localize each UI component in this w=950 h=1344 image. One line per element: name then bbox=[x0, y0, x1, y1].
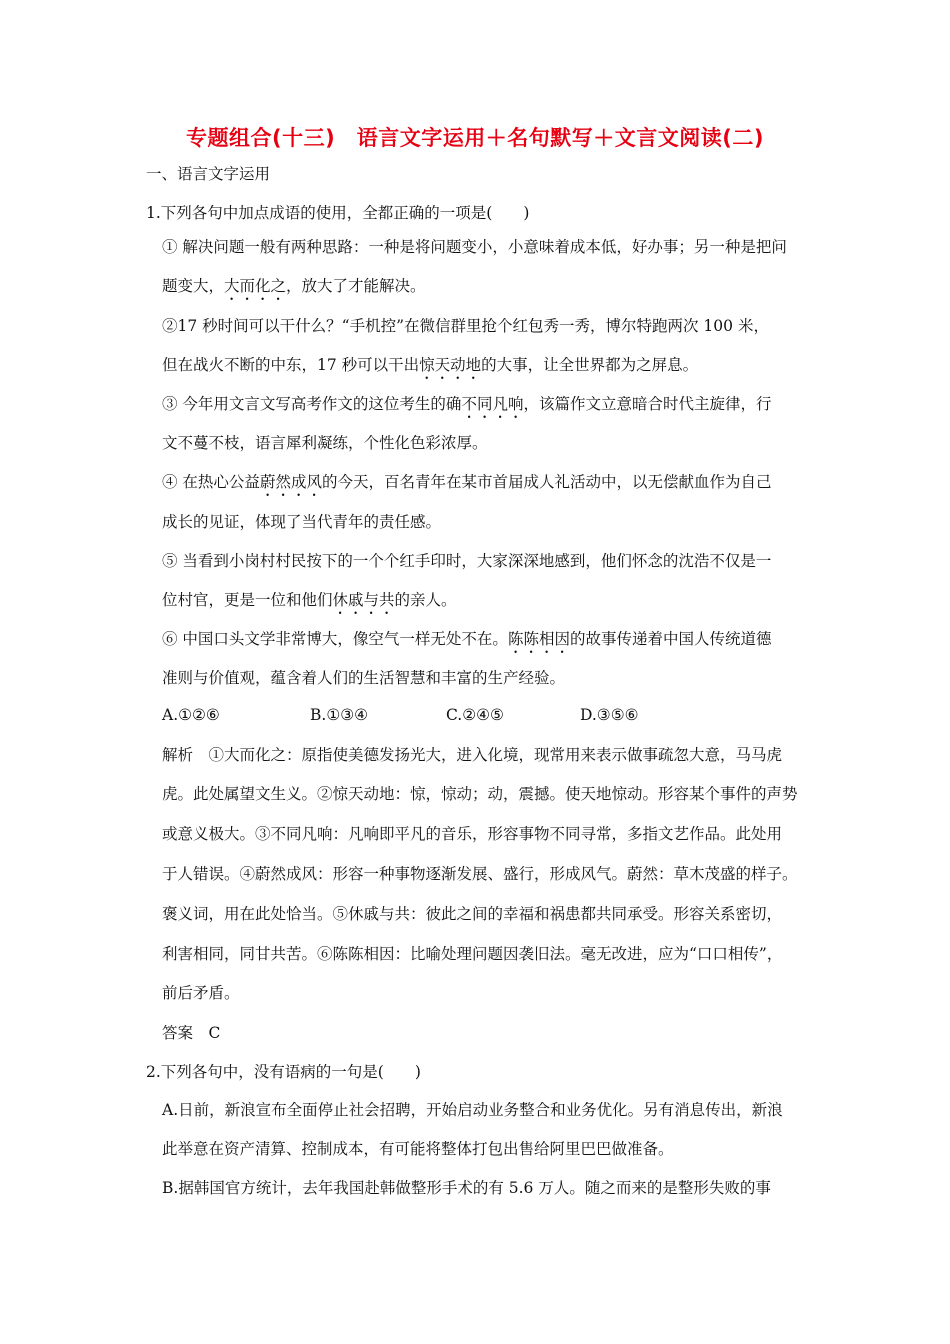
analysis-line: 利害相同，同甘共苦。⑥陈陈相因：比喻处理问题因袭旧法。毫无改进，应为“口口相传”， bbox=[162, 945, 783, 963]
text-fragment: ③ 今年用文言文写高考作文的这位考生的确 bbox=[162, 395, 462, 413]
q1-sentence-3-line-1 bbox=[162, 394, 807, 422]
q2-option-a-line-2: 此举意在资产清算、控制成本，有可能将整体打包出售给阿里巴巴做准备。 bbox=[162, 1140, 674, 1158]
analysis-line: 于人错误。④蔚然成风：形容一种事物逐渐发展、盛行，形成风气。蔚然：草木茂盛的样子。 bbox=[162, 865, 798, 883]
section-heading: 一、语言文字运用 bbox=[146, 165, 271, 183]
option-d: D.③⑤⑥ bbox=[580, 706, 639, 724]
option-a: A.①②⑥ bbox=[162, 706, 220, 724]
q1-sentence-3-line-2: 文不蔓不枝，语言犀利凝练，个性化色彩浓厚。 bbox=[162, 434, 488, 452]
text-fragment: 的今天，百名青年在某市首届成人礼活动中，以无偿献血作为自己 bbox=[321, 473, 772, 491]
q2-option-b-line-1: B.据韩国官方统计，去年我国赴韩做整形手术的有 5.6 万人。随之而来的是整形失败的事 bbox=[162, 1179, 771, 1197]
page-title: 专题组合(十三) 语言文字运用＋名句默写＋文言文阅读(二) bbox=[186, 126, 764, 150]
q1-sentence-2-line-2 bbox=[162, 355, 807, 383]
text-fragment: 的故事传递着中国人传统道德 bbox=[569, 630, 772, 648]
q1-sentence-4-line-1 bbox=[162, 472, 807, 500]
dotted-idiom: 大而化之 bbox=[224, 277, 287, 295]
q1-sentence-5-line-1: ⑤ 当看到小岗村村民按下的一个个红手印时，大家深深地感到，他们怀念的沈浩不仅是一 bbox=[162, 552, 772, 570]
answer-options bbox=[162, 706, 762, 726]
analysis-line: 褒义词，用在此处恰当。⑤休戚与共：彼此之间的幸福和祸患都共同承受。形容关系密切， bbox=[162, 905, 783, 923]
dotted-idiom: 惊天动地 bbox=[419, 356, 482, 374]
dotted-idiom: 休戚与共 bbox=[332, 591, 395, 609]
text-fragment: 的大事，让全世界都为之屏息。 bbox=[481, 356, 699, 374]
dotted-idiom: 蔚然成风 bbox=[259, 473, 322, 491]
q1-sentence-2-line-1: ②17 秒时间可以干什么？“手机控”在微信群里抢个红包秀一秀，博尔特跑两次 100 米， bbox=[162, 317, 769, 335]
q1-sentence-4-line-2: 成长的见证，体现了当代青年的责任感。 bbox=[162, 513, 442, 531]
option-c: C.②④⑤ bbox=[446, 706, 504, 724]
q1-sentence-1-line-1: ① 解决问题一般有两种思路：一种是将问题变小，小意味着成本低，好办事；另一种是把问 bbox=[162, 238, 787, 256]
question-1-stem: 1.下列各句中加点成语的使用，全都正确的一项是( ) bbox=[146, 204, 530, 222]
dotted-idiom: 不同凡响 bbox=[461, 395, 524, 413]
text-fragment: 的亲人。 bbox=[394, 591, 457, 609]
text-fragment: ，该篇作文立意暗合时代主旋律，行 bbox=[523, 395, 772, 413]
text-fragment: ④ 在热心公益 bbox=[162, 473, 260, 491]
text-fragment: 题变大， bbox=[162, 277, 225, 295]
text-fragment: ，放大了才能解决。 bbox=[286, 277, 426, 295]
q1-sentence-5-line-2 bbox=[162, 590, 807, 618]
dotted-idiom: 陈陈相因 bbox=[507, 630, 570, 648]
analysis-line: 或意义极大。③不同凡响：凡响即平凡的音乐，形容事物不同寻常，多指文艺作品。此处用 bbox=[162, 825, 783, 843]
analysis-line: 虎。此处属望文生义。②惊天动地：惊，惊动；动，震撼。使天地惊动。形容某个事件的声势 bbox=[162, 785, 798, 803]
option-b: B.①③④ bbox=[310, 706, 369, 724]
question-2-stem: 2.下列各句中，没有语病的一句是( ) bbox=[146, 1063, 421, 1081]
text-fragment: 位村官，更是一位和他们 bbox=[162, 591, 333, 609]
q1-sentence-6-line-2: 准则与价值观，蕴含着人们的生活智慧和丰富的生产经验。 bbox=[162, 669, 566, 687]
q2-option-a-line-1: A.日前，新浪宣布全面停止社会招聘，开始启动业务整合和业务优化。另有消息传出，新浪 bbox=[162, 1101, 783, 1119]
analysis-line: 前后矛盾。 bbox=[162, 984, 240, 1002]
q1-sentence-1-line-2 bbox=[162, 276, 807, 304]
q1-sentence-6-line-1 bbox=[162, 629, 807, 657]
analysis-line: 解析 ①大而化之：原指使美德发扬光大，进入化境，现常用来表示做事疏忽大意，马马虎 bbox=[162, 746, 783, 764]
answer-line: 答案 C bbox=[162, 1024, 221, 1042]
text-fragment: ⑥ 中国口头文学非常博大，像空气一样无处不在。 bbox=[162, 630, 508, 648]
text-fragment: 但在战火不断的中东，17 秒可以干出 bbox=[162, 356, 420, 374]
